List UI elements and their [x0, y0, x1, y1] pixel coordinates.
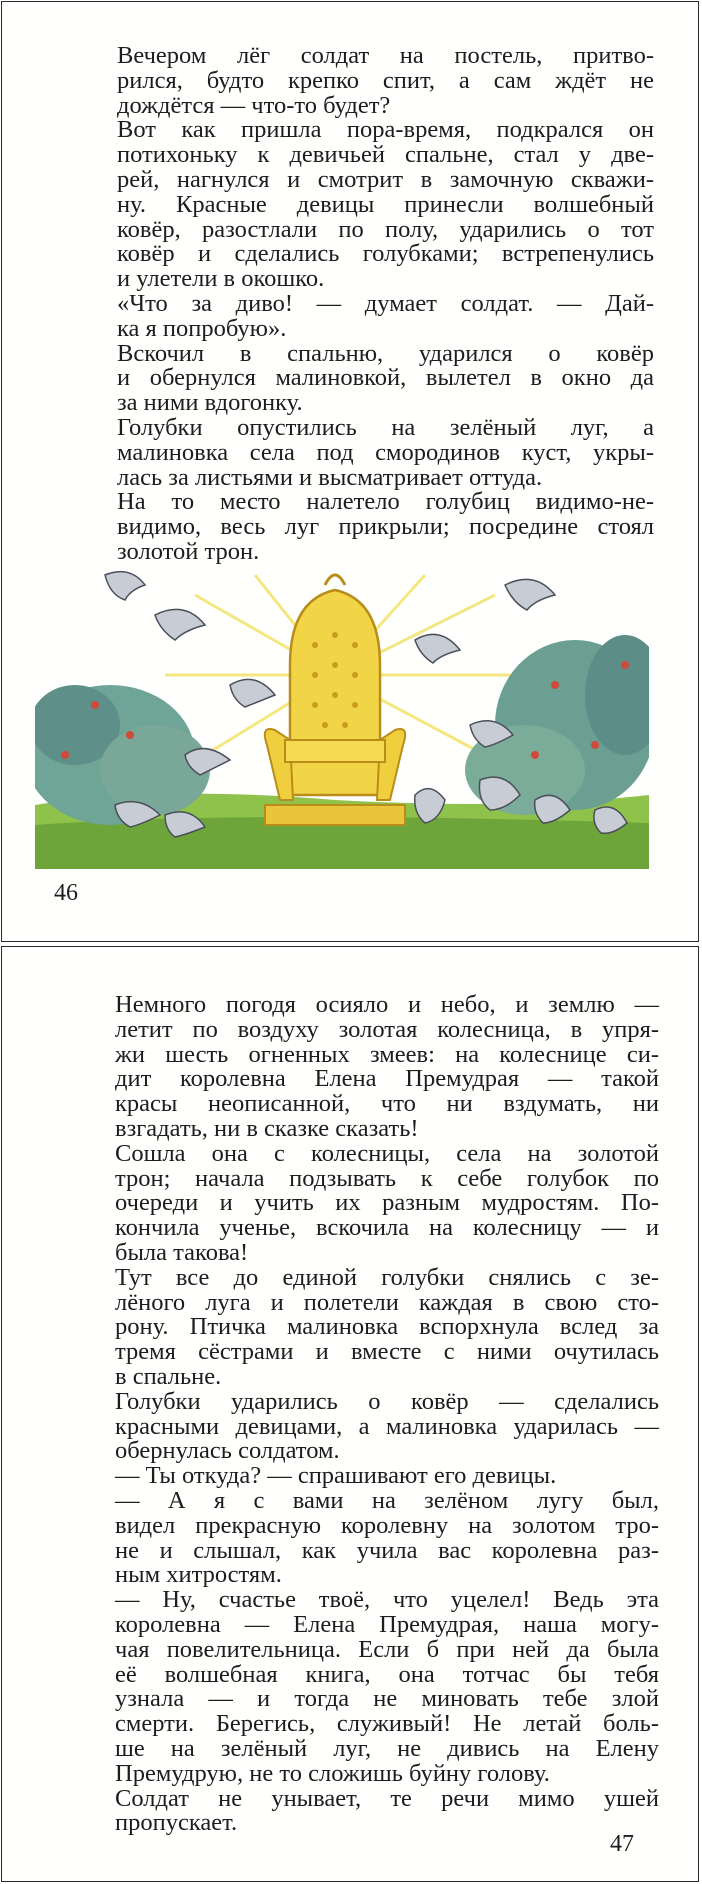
paragraph [99, 1588, 659, 1786]
text-line: видел прекрасную королевну на золотом тро- [115, 1511, 659, 1539]
text-line: На то место налетело голубиц видимо-не- [117, 488, 654, 516]
text-line: рей, нагнулся и смотрит в замочную скважи- [117, 165, 654, 193]
text-line: Голубки опустились на зелёный луг, а [117, 413, 654, 441]
paragraph [99, 1464, 659, 1489]
text-line: Немного погодя осияло и небо, и землю — [115, 991, 659, 1018]
text-line: королевна — Елена Премудрая, наша могу- [115, 1610, 659, 1638]
text-line: и обернулся малиновкой, вылетел в окно да [117, 364, 654, 392]
text-line: жи шесть огненных змеев: на колеснице си- [115, 1040, 659, 1068]
text-line: — А я с вами на зелёном лугу был, [115, 1486, 659, 1514]
text-line: Сошла она с колесницы, села на золотой [115, 1139, 659, 1167]
text-line: смерти. Берегись, служивый! Не летай боль- [115, 1710, 659, 1738]
text-line: потихоньку к девичьей спальне, стал у две- [117, 141, 654, 169]
text-line: Голубки ударились о ковёр — сделались [115, 1387, 659, 1415]
text-line: не и слышал, как учила вас королевна раз- [115, 1536, 659, 1564]
text-line: ковёр и сделались голубками; встрепенулись [117, 240, 654, 268]
left-page [1, 1, 699, 942]
text-line: чая повелительница. Если б при ней да была [115, 1635, 659, 1663]
text-line: очереди и учить их разным мудростям. По- [115, 1189, 659, 1217]
text-line: красы неописанной, что ни вздумать, ни [115, 1090, 659, 1118]
text-line: дождётся — что-то будет? [117, 91, 391, 119]
text-line: Вскочил в спальню, ударился о ковёр [117, 339, 654, 367]
text-line: в спальне. [115, 1362, 222, 1390]
paragraph [99, 1387, 659, 1465]
text-line: обернулась солдатом. [115, 1437, 340, 1465]
text-line: за ними вдогонку. [117, 389, 303, 417]
text-line: ше на зелёный луг, не дивись на Елену [115, 1734, 659, 1762]
right-page-text [99, 993, 659, 1836]
paragraph [101, 339, 654, 417]
text-line: Вечером лёг солдат на постель, притво- [117, 42, 654, 69]
text-line: тремя сёстрами и вместе с ними очутилась [115, 1338, 659, 1366]
paragraph [101, 44, 654, 118]
text-line: видимо, весь луг прикрыли; посредине стоял [117, 513, 654, 541]
text-line: малиновка села под смородинов куст, укры- [117, 438, 654, 466]
text-line: ка я попробую». [117, 314, 287, 342]
text-line: летит по воздуху золотая колесница, в упря- [115, 1015, 659, 1043]
text-line: — Ты откуда? — спрашивают его девицы. [115, 1462, 557, 1490]
paragraph [101, 490, 654, 564]
text-line: пропускает. [115, 1809, 238, 1837]
text-line: золотой трон. [117, 537, 260, 565]
text-line: — Ну, счастье твоё, что уцелел! Ведь эта [115, 1586, 659, 1614]
page-number: 47 [610, 1831, 634, 1857]
text-line: рился, будто крепко спит, а сам ждёт не [117, 66, 654, 94]
right-page [1, 946, 699, 1882]
paragraph [99, 1263, 659, 1390]
text-line: Вот как пришла пора-время, подкрался он [117, 116, 654, 144]
golden-throne-illustration [35, 555, 649, 869]
text-line: узнала — и тогда не миновать тебе злой [115, 1685, 659, 1713]
paragraph [101, 413, 654, 491]
left-page-text [101, 44, 654, 565]
paragraph [99, 1784, 659, 1837]
text-line: лёного луга и полетели каждая в свою сто- [115, 1288, 659, 1316]
text-line: была такова! [115, 1238, 249, 1266]
text-line: «Что за диво! — думает солдат. — Дай- [117, 289, 654, 317]
text-line: красными девицами, а малиновка ударилась — [115, 1412, 659, 1440]
text-line: ну. Красные девицы принесли волшебный [117, 190, 654, 218]
paragraph [99, 1139, 659, 1266]
text-line: и улетели в окошко. [117, 265, 325, 293]
text-line: кончила ученье, вскочила на колесницу — и [115, 1214, 659, 1242]
text-line: рону. Птичка малиновка вспорхнула вслед за [115, 1313, 659, 1341]
paragraph [99, 993, 659, 1142]
text-line: Солдат не унывает, те речи мимо ушей [115, 1784, 659, 1812]
paragraph [99, 1486, 659, 1589]
text-line: дит королевна Елена Премудрая — такой [115, 1065, 659, 1093]
paragraph [101, 118, 654, 292]
text-line: взгадать, ни в сказке сказать! [115, 1114, 419, 1142]
text-line: Премудрую, не то сложишь буйну голову. [115, 1759, 550, 1787]
text-line: лась за листьями и высматривает оттуда. [117, 463, 543, 491]
text-line: трон; начала подзывать к себе голубок по [115, 1164, 659, 1192]
text-line: Тут все до единой голубки снялись с зе- [115, 1263, 659, 1291]
text-line: её волшебная книга, она тотчас бы тебя [115, 1660, 659, 1688]
text-line: ным хитростям. [115, 1561, 282, 1589]
text-line: ковёр, разостлали по полу, ударились о тот [117, 215, 654, 243]
page-number: 46 [54, 880, 78, 906]
paragraph [101, 289, 654, 342]
